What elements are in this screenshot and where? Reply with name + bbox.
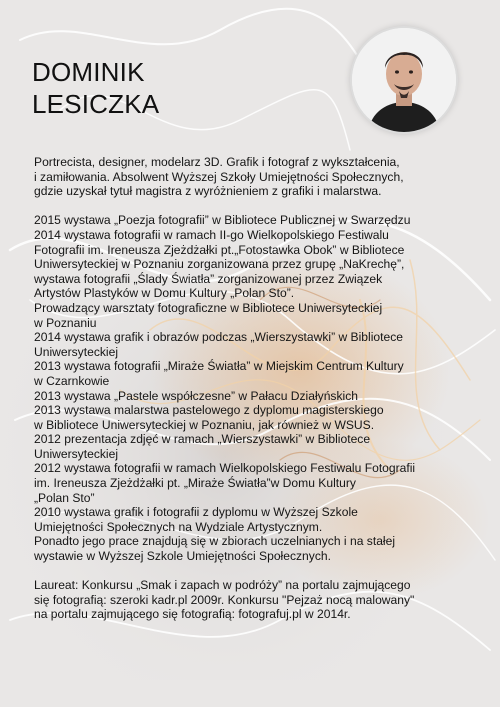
exhibitions-list <box>34 213 474 563</box>
text-line: Uniwersyteckiej <box>34 446 119 461</box>
text-line: Umiejętności Społecznych na Wydziale Artystycznym. <box>34 519 323 534</box>
text-line: wystawie w Wyższej Szkole Umiejętności Społecznych. <box>34 549 331 564</box>
text-line: gdzie uzyskał tytuł magistra z wyróżnieniem z grafiki i malarstwa. <box>34 184 382 199</box>
page-title <box>32 56 159 120</box>
first-name: DOMINIK <box>32 57 145 87</box>
text-line: Fotografii im. Ireneusza Zjeżdżałki pt.„Fotostawka Obok” w Bibliotece <box>34 242 405 257</box>
text-line: 2012 wystawa fotografii w ramach Wielkopolskiego Festiwalu Fotografii <box>34 461 416 476</box>
text-line: „Polan Sto” <box>34 490 95 505</box>
text-line: 2013 wystawa fotografii „Miraże Światła” w Miejskim Centrum Kultury <box>34 359 404 374</box>
portrait-photo <box>352 28 456 132</box>
text-line: w Czarnkowie <box>34 373 110 388</box>
text-line: na portalu zajmującego się fotografią: fotografuj.pl w 2014r. <box>34 607 351 622</box>
text-line: Laureat: Konkursu „Smak i zapach w podróży” na portalu zajmującego <box>34 578 411 593</box>
last-name: LESICZKA <box>32 89 160 119</box>
text-line: 2012 prezentacja zdjęć w ramach „Wierszystawki” w Bibliotece <box>34 432 371 447</box>
text-line: się fotografią: szeroki kadr.pl 2009r. Konkursu "Pejzaż nocą malowany" <box>34 592 415 607</box>
text-line: im. Ireneusza Zjeżdżałki pt. „Miraże Światła”w Domu Kultury <box>34 476 356 491</box>
text-line: Portrecista, designer, modelarz 3D. Grafik i fotograf z wykształcenia, <box>34 155 400 169</box>
text-line: Uniwersyteckiej w Poznaniu zorganizowana przez grupę „NaKrechę”, <box>34 257 405 272</box>
text-line: 2015 wystawa „Poezja fotografii” w Bibliotece Publicznej w Swarzędzu <box>34 213 411 228</box>
intro-paragraph <box>34 155 474 199</box>
portrait-icon <box>352 28 456 132</box>
text-line: Ponadto jego prace znajdują się w zbiorach uczelnianych i na stałej <box>34 534 396 549</box>
text-line: 2010 wystawa grafik i fotografii z dyplomu w Wyższej Szkole <box>34 505 358 520</box>
biography <box>34 155 474 622</box>
text-line: 2013 wystawa malarstwa pastelowego z dyplomu magisterskiego <box>34 403 384 418</box>
text-line: 2013 wystawa „Pastele współczesne” w Pałacu Działyńskich <box>34 388 358 403</box>
text-line: w Bibliotece Uniwersyteckiej w Poznaniu, jak również w WSUS. <box>34 417 375 432</box>
text-line: i zamiłowania. Absolwent Wyższej Szkoły Umiejętności Społecznych, <box>34 169 404 184</box>
text-line: Uniwersyteckiej <box>34 344 119 359</box>
text-line: 2014 wystawa fotografii w ramach II-go Wielkopolskiego Festiwalu <box>34 227 389 242</box>
text-line: 2014 wystawa grafik i obrazów podczas „Wierszystawki” w Bibliotece <box>34 330 403 345</box>
awards-paragraph <box>34 578 474 622</box>
text-line: w Poznaniu <box>34 315 97 330</box>
text-line: wystawa fotografii „Ślady Światła” zorganizowanej przez Związek <box>34 271 383 286</box>
text-line: Artystów Plastyków w Domu Kultury „Polan Sto”. <box>34 286 295 301</box>
text-line: Prowadzący warsztaty fotograficzne w Bibliotece Uniwersyteckiej <box>34 300 383 315</box>
